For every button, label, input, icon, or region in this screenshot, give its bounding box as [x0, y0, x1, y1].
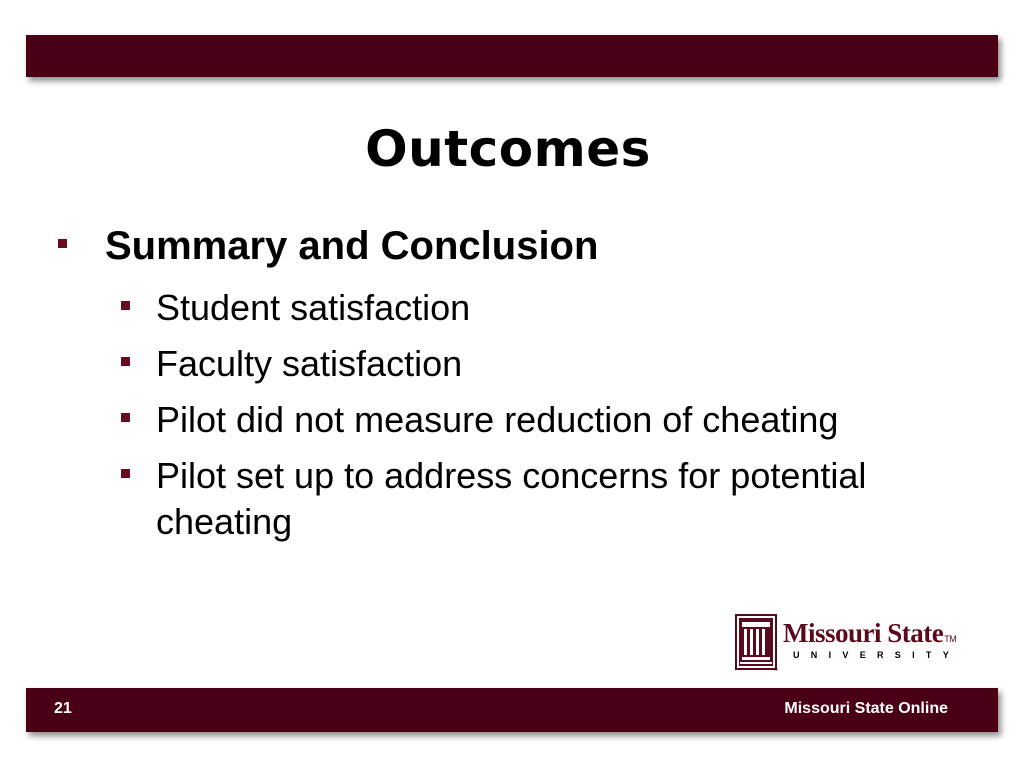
- sub-bullet-text: Pilot did not measure reduction of cheating: [156, 399, 839, 440]
- logo-subtitle: UNIVERSITY: [793, 650, 961, 660]
- logo-name-text: Missouri State: [783, 618, 944, 648]
- main-bullet: [58, 222, 598, 270]
- footer-label: Missouri State Online: [784, 700, 948, 717]
- sub-bullet-text: Pilot set up to address concerns for potential cheating: [156, 455, 867, 542]
- footer-band: [26, 688, 998, 732]
- svg-text:™: ™: [773, 668, 778, 672]
- sub-bullet-item: [121, 453, 961, 545]
- sub-bullet-item: [121, 285, 961, 331]
- sub-bullet-list: [121, 285, 961, 555]
- building-icon: [735, 614, 779, 672]
- header-band: [26, 35, 998, 77]
- logo-trademark: TM: [944, 634, 957, 644]
- sub-bullet-item: [121, 341, 961, 387]
- slide-number: 21: [54, 700, 72, 717]
- sub-bullet-text: Student satisfaction: [156, 287, 471, 328]
- square-bullet-icon: [121, 469, 130, 478]
- sub-bullet-text: Faculty satisfaction: [156, 343, 463, 384]
- square-bullet-icon: [121, 301, 130, 310]
- square-bullet-icon: [121, 413, 130, 422]
- slide-title: Outcomes: [365, 120, 651, 178]
- logo-wordmark: [783, 618, 956, 649]
- missouri-state-logo: [735, 614, 965, 672]
- sub-bullet-item: [121, 397, 961, 443]
- main-bullet-text: Summary and Conclusion: [105, 224, 599, 268]
- square-bullet-icon: [58, 239, 67, 248]
- square-bullet-icon: [121, 357, 130, 366]
